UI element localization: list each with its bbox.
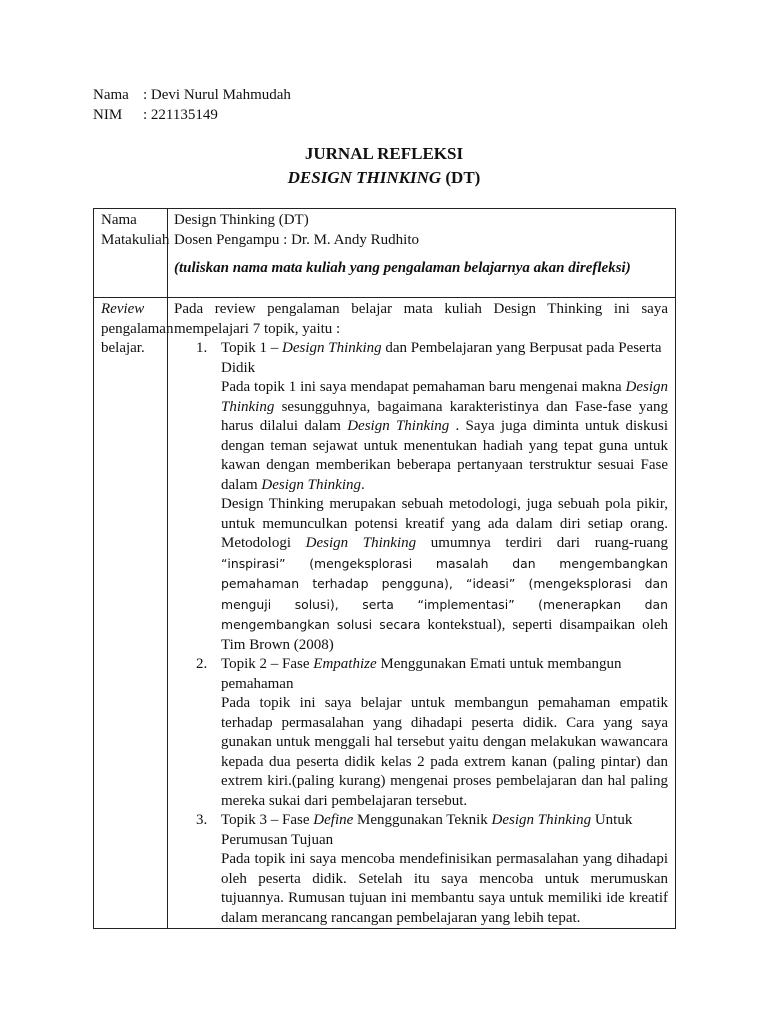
nim-row bbox=[93, 106, 291, 126]
topic-title: Topik 3 – Fase Define Menggunakan Teknik Design Thinking Untuk Perumusan Tujuan bbox=[221, 812, 633, 848]
course-info-cell bbox=[168, 209, 676, 298]
topic-list bbox=[174, 339, 668, 928]
review-content-cell bbox=[168, 298, 676, 929]
review-label-italic: Review bbox=[101, 301, 145, 317]
topic-item bbox=[174, 811, 668, 928]
review-label-cell bbox=[94, 298, 174, 929]
name-value: : Devi Nurul Mahmudah bbox=[143, 87, 291, 103]
subtitle-italic: DESIGN THINKING bbox=[287, 168, 442, 187]
nim-label: NIM bbox=[93, 106, 123, 123]
review-row bbox=[94, 298, 676, 929]
course-name: Design Thinking (DT) bbox=[174, 212, 309, 228]
nim-value: : 221135149 bbox=[143, 106, 218, 123]
topic-paragraph: Design Thinking merupakan sebuah metodologi, juga sebuah pola pikir, untuk memunculkan potensi kreatif yang ada dalam diri setiap orang. Metodologi Design Thinking umumnya terdiri dari ruang-ruang “inspirasi” (mengeksplorasi masalah dan mengembangkan pemahaman terhadap pengguna), “ideasi” (mengeksplorasi dan menguji solusi), serta “implementasi” (menerapkan dan mengembangkan solusi secara kontekstual), seperti disampaikan oleh Tim Brown (2008) bbox=[221, 496, 668, 653]
page-title: JURNAL REFLEKSI bbox=[304, 144, 464, 163]
course-label: Nama Matakuliah bbox=[101, 212, 170, 248]
name-row bbox=[93, 86, 291, 106]
topic-number: 2. bbox=[196, 656, 208, 672]
topic-item bbox=[174, 339, 668, 655]
reflection-table bbox=[93, 208, 676, 929]
topic-number: 1. bbox=[196, 340, 208, 356]
name-label: Nama bbox=[93, 87, 129, 103]
topic-item bbox=[174, 655, 668, 811]
topic-title: Topik 1 – Design Thinking dan Pembelajaran yang Berpusat pada Peserta Didik bbox=[221, 340, 662, 376]
review-label bbox=[94, 298, 174, 359]
topic-number: 3. bbox=[196, 812, 208, 828]
topic-paragraph: Pada topik 1 ini saya mendapat pemahaman baru mengenai makna Design Thinking sesungguhnya, bagaimana karakteristinya dan Fase-fase yang harus dilalui dalam Design Thinking . Saya juga diminta untuk diskusi dengan teman sejawat untuk menentukan hadiah yang tepat guna untuk kawan dengan memberikan beberapa pertanyaan terstruktur sesuai Fase dalam Design Thinking. bbox=[221, 379, 668, 493]
page-subtitle bbox=[0, 168, 768, 188]
subtitle-rest: (DT) bbox=[441, 168, 481, 187]
topic-title: Topik 2 – Fase Empathize Menggunakan Emati untuk membangun pemahaman bbox=[221, 656, 622, 692]
topic-paragraph: Pada topik ini saya mencoba mendefinisikan permasalahan yang dihadapi oleh peserta didik. Setelah itu saya mencoba untuk merumuskan tujuannya. Rumusan tujuan ini membantu saya untuk memiliki ide kreatif dalam merancang rancangan pembelajaran yang lebih tepat. bbox=[221, 851, 668, 926]
course-label-cell bbox=[94, 209, 168, 298]
review-label-rest: pengalaman belajar. bbox=[101, 320, 174, 356]
student-identity bbox=[93, 86, 291, 125]
course-instruction-note: (tuliskan nama mata kuliah yang pengalaman belajarnya akan direfleksi) bbox=[174, 260, 631, 276]
lecturer-name: Dosen Pengampu : Dr. M. Andy Rudhito bbox=[174, 231, 420, 248]
course-row bbox=[94, 209, 676, 298]
topic-paragraph: Pada topik ini saya belajar untuk membangun pemahaman empatik terhadap permasalahan yang dihadapi peserta didik. Cara yang saya gunakan untuk menggali hal tersebut yaitu dengan melakukan wawancara kepada dua peserta didik kelas 2 pada extrem kanan (paling pintar) dan extrem kiri.(paling kurang) mengenai proses pembelajaran dan hal paling mereka sukai dari pembelajaran tersebut. bbox=[221, 695, 668, 809]
review-intro: Pada review pengalaman belajar mata kuliah Design Thinking ini saya mempelajari 7 topik, yaitu : bbox=[174, 301, 668, 337]
